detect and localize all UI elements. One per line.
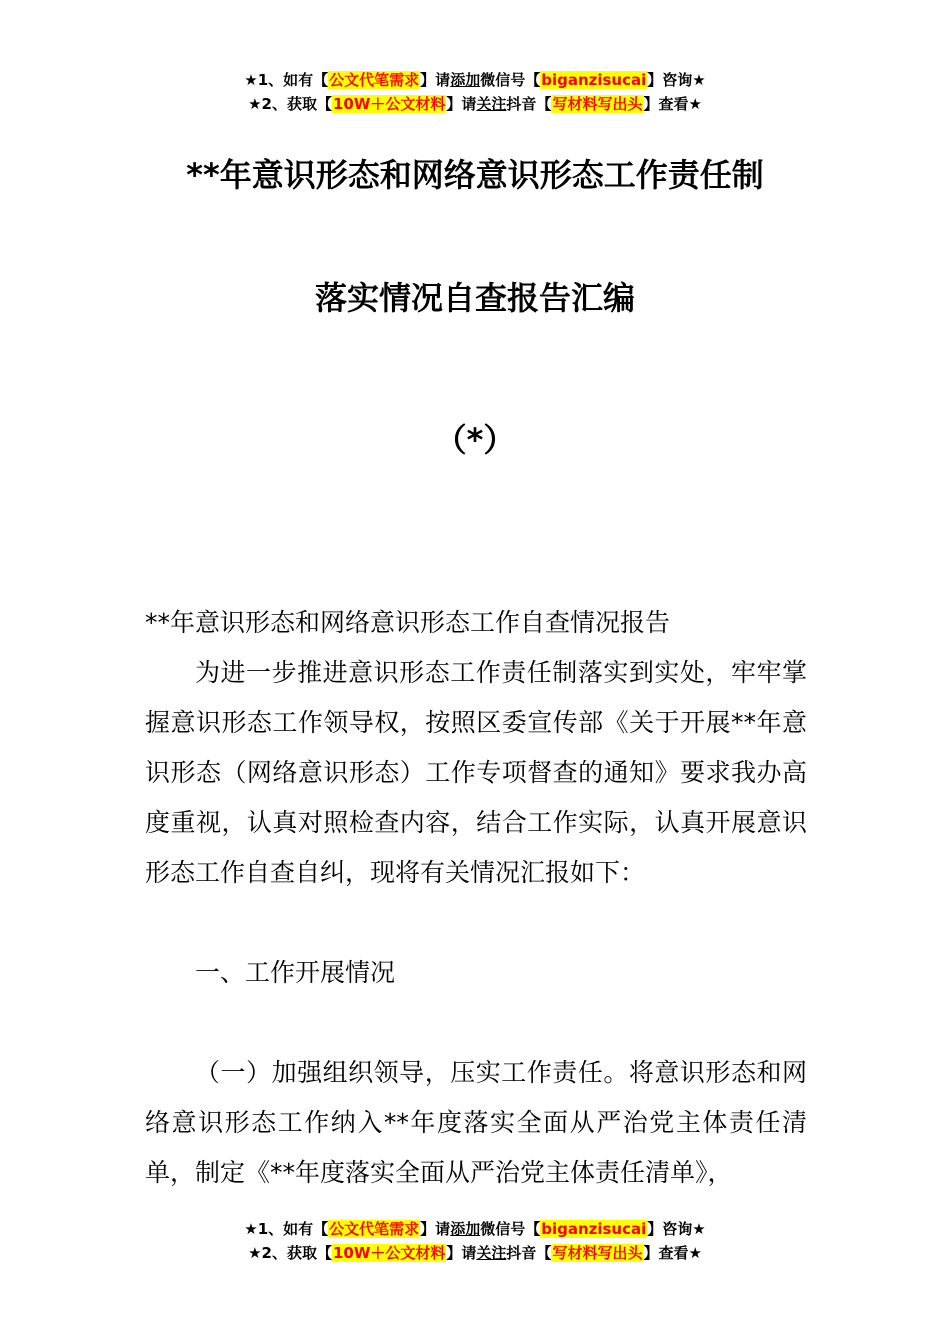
banner-text: 】请 — [446, 95, 477, 113]
banner-text: 】请 — [446, 1244, 477, 1262]
banner-text: ★1、如有【 — [244, 1220, 329, 1238]
banner-text: 抖音【 — [506, 1244, 552, 1262]
document-title-line-2: 落实情况自查报告汇编 — [314, 279, 635, 317]
banner-highlight: biganzisucai — [541, 71, 647, 89]
section-1 — [145, 948, 807, 998]
banner-highlight: biganzisucai — [541, 1220, 647, 1238]
banner-highlight: 写材料写出头 — [552, 1244, 643, 1262]
banner-underlined: 关注 — [476, 95, 507, 113]
banner-text: 】查看★ — [643, 95, 702, 113]
banner-text: 微信号【 — [480, 1220, 541, 1238]
banner-highlight: 公文代笔需求 — [329, 71, 420, 89]
section-1-content — [145, 1048, 807, 1198]
banner-highlight: 写材料写出头 — [552, 95, 643, 113]
banner-text: ★1、如有【 — [244, 71, 329, 89]
intro-paragraph: 为进一步推进意识形态工作责任制落实到实处，牢牢掌握意识形态工作领导权，按照区委宣传部《关于开展**年意识形态（网络意识形态）工作专项督查的通知》要求我办高度重视，认真对照检查内容，结合工作实际，认真开展意识形态工作自查自纠，现将有关情况汇报如下： — [145, 658, 807, 887]
banner-underlined: 添加 — [450, 71, 481, 89]
banner-text: 】查看★ — [643, 1244, 702, 1262]
section-paragraph: （一）加强组织领导，压实工作责任。将意识形态和网络意识形态工作纳入**年度落实全面从严治党主体责任清单，制定《**年度落实全面从严治党主体责任清单》， — [145, 1058, 807, 1187]
banner-highlight: 10W＋公文材料 — [332, 95, 446, 113]
banner-text: 】请 — [420, 71, 451, 89]
banner-line-1 — [0, 1217, 950, 1241]
top-banner — [0, 68, 950, 116]
banner-highlight: 公文代笔需求 — [329, 1220, 420, 1238]
banner-text: ★2、获取【 — [248, 95, 332, 113]
document-title-line-1: **年意识形态和网络意识形态工作责任制 — [186, 156, 764, 194]
report-subtitle: **年意识形态和网络意识形态工作自查情况报告 — [145, 608, 671, 637]
section-heading: 一、工作开展情况 — [195, 958, 396, 987]
banner-text: 】咨询★ — [647, 71, 706, 89]
bottom-banner — [0, 1217, 950, 1265]
banner-underlined: 添加 — [450, 1220, 481, 1238]
document-body — [145, 598, 807, 898]
banner-line-2 — [0, 1241, 950, 1265]
banner-line-2 — [0, 92, 950, 116]
banner-line-1 — [0, 68, 950, 92]
banner-text: 抖音【 — [506, 95, 552, 113]
banner-text: 】咨询★ — [647, 1220, 706, 1238]
banner-text: 微信号【 — [480, 71, 541, 89]
banner-underlined: 关注 — [476, 1244, 507, 1262]
document-title-line-3: （*） — [434, 421, 516, 459]
banner-text: ★2、获取【 — [248, 1244, 332, 1262]
banner-text: 】请 — [420, 1220, 451, 1238]
banner-highlight: 10W＋公文材料 — [332, 1244, 446, 1262]
